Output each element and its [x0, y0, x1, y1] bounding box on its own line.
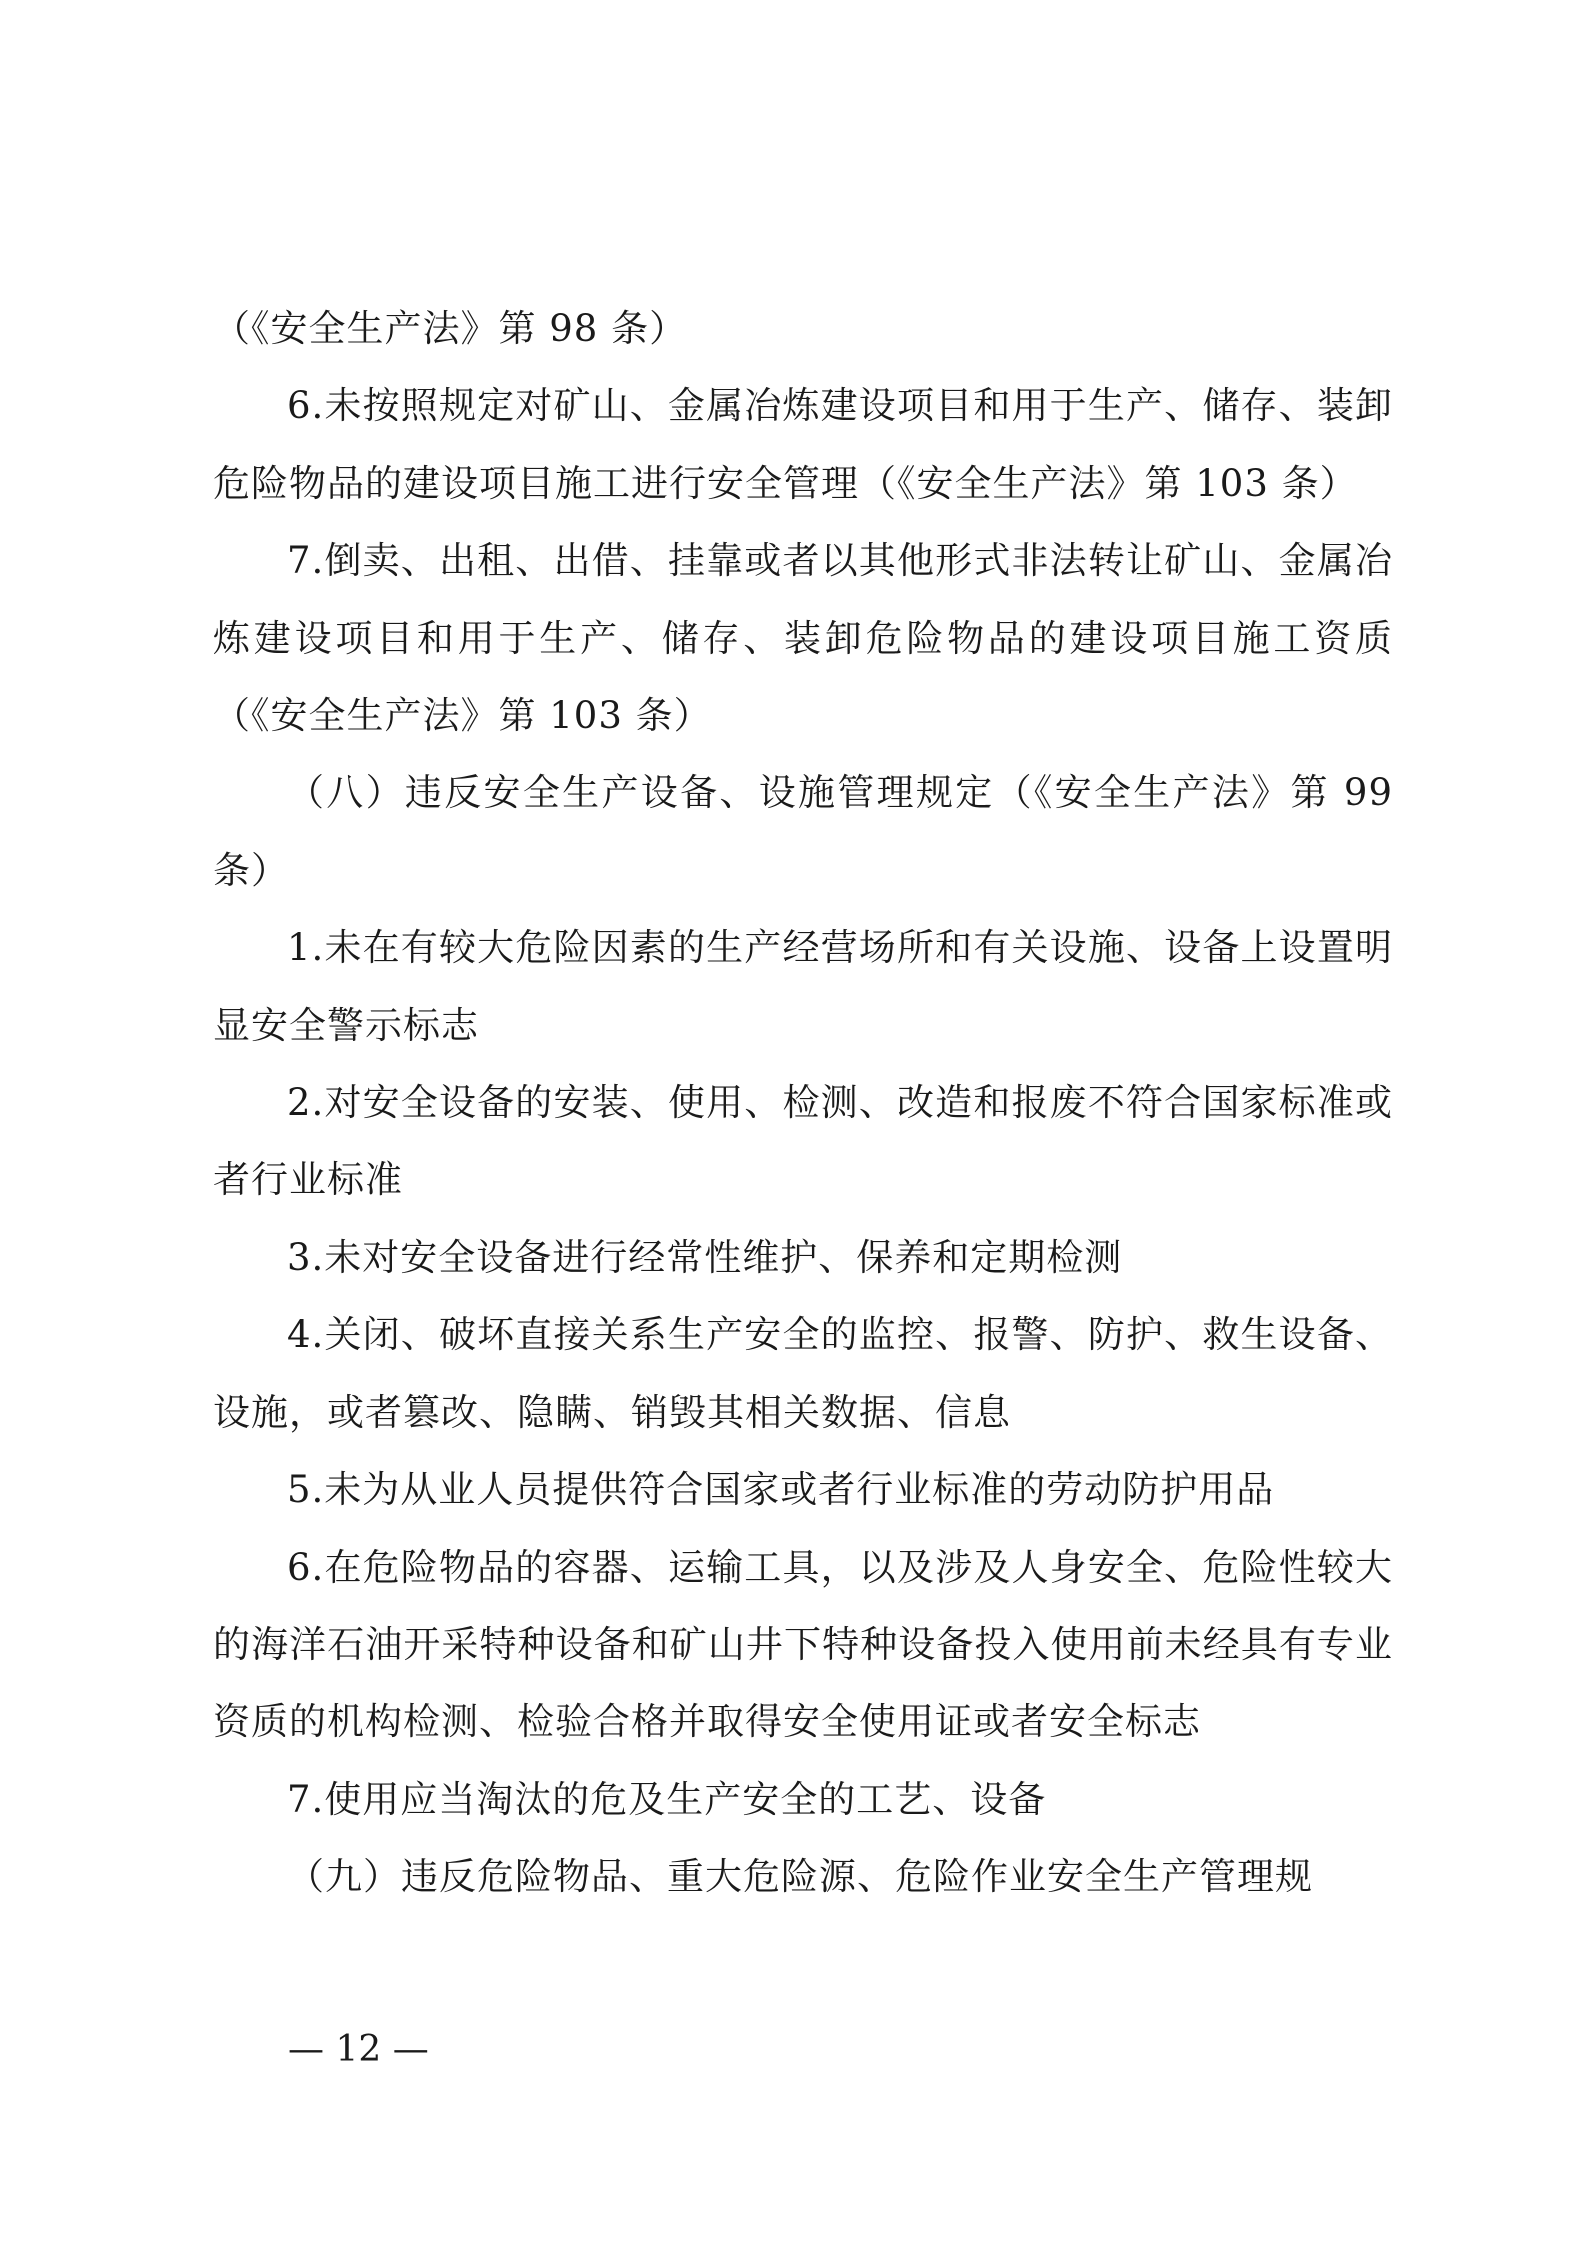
paragraph-item-7-illegal-transfer: 7.倒卖、出租、出借、挂靠或者以其他形式非法转让矿山、金属冶炼建设项目和用于生产、储存、装卸危险物品的建设项目施工资质（《安全生产法》第 103 条） [213, 539, 1393, 738]
paragraph-citation-98: （《安全生产法》第 98 条） [213, 307, 688, 350]
body-text [213, 290, 1393, 1916]
section-heading-9: （九）违反危险物品、重大危险源、危险作业安全生产管理规 [287, 1855, 1313, 1899]
paragraph-item-1-warning-signs: 1.未在有较大危险因素的生产经营场所和有关设施、设备上设置明显安全警示标志 [213, 926, 1393, 1047]
section-heading-8: （八）违反安全生产设备、设施管理规定（《安全生产法》第 99 条） [213, 771, 1393, 892]
paragraph-item-5-protective-equipment: 5.未为从业人员提供符合国家或者行业标准的劳动防护用品 [287, 1468, 1275, 1512]
paragraph-item-6-special-equipment: 6.在危险物品的容器、运输工具，以及涉及人身安全、危险性较大的海洋石油开采特种设备和矿山井下特种设备投入使用前未经具有专业资质的机构检测、检验合格并取得安全使用证或者安全标志 [213, 1545, 1393, 1744]
paragraph-item-7-obsolete-equipment: 7.使用应当淘汰的危及生产安全的工艺、设备 [287, 1777, 1047, 1821]
paragraph-item-3-maintenance: 3.未对安全设备进行经常性维护、保养和定期检测 [287, 1235, 1123, 1279]
page-number: — 12 — [288, 2029, 429, 2070]
paragraph-item-6-construction-safety: 6.未按照规定对矿山、金属冶炼建设项目和用于生产、储存、装卸危险物品的建设项目施工进行安全管理（《安全生产法》第 103 条） [213, 384, 1393, 505]
paragraph-item-2-equipment-standards: 2.对安全设备的安装、使用、检测、改造和报废不符合国家标准或者行业标准 [213, 1081, 1393, 1202]
paragraph-item-4-monitoring: 4.关闭、破坏直接关系生产安全的监控、报警、防护、救生设备、设施，或者篡改、隐瞒、销毁其相关数据、信息 [213, 1313, 1393, 1434]
